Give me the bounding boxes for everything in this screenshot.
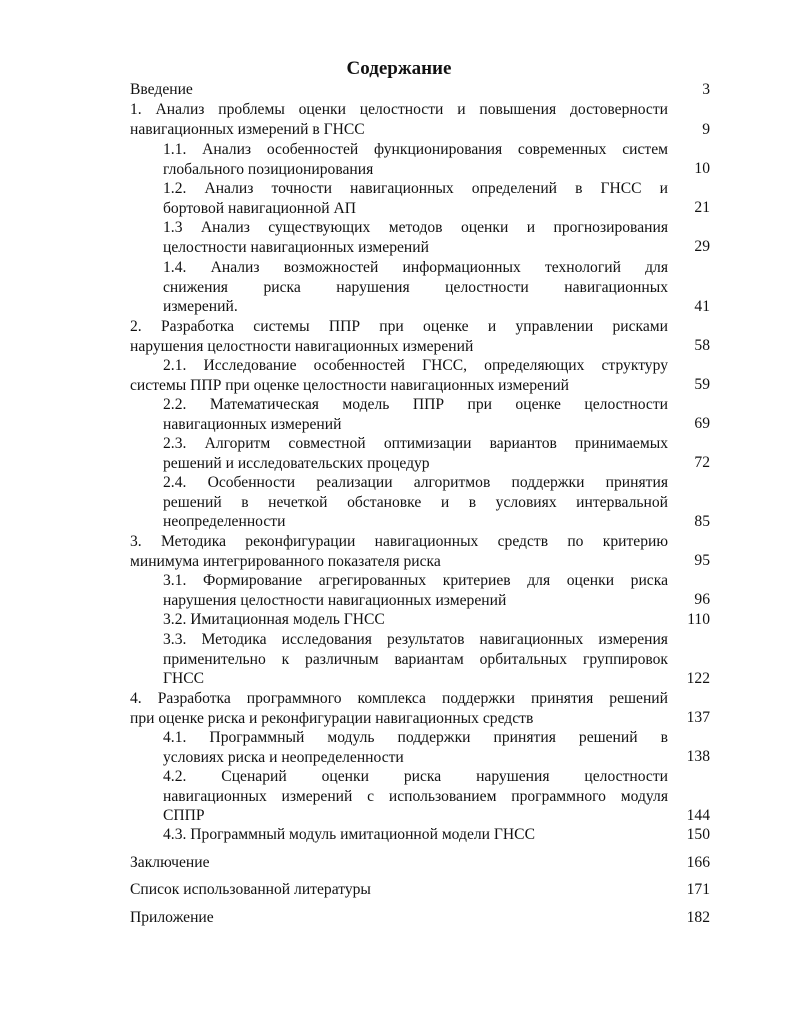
toc-page-number: 9 xyxy=(702,121,710,138)
toc-entry-appendix xyxy=(130,908,650,928)
toc-page-number: 59 xyxy=(694,376,710,393)
toc-page-number: 150 xyxy=(686,826,710,843)
toc-entry-section-1-4 xyxy=(163,258,668,317)
toc-entry-text: 2. Разработка системы ППР при оценке и управлении рисками xyxy=(130,318,668,335)
toc-entry-references xyxy=(130,880,650,900)
toc-page-number: 96 xyxy=(694,591,710,608)
toc-entry-text: нарушения целостности навигационных измерений xyxy=(163,591,507,609)
toc-entry-section-3-2 xyxy=(163,610,668,630)
toc-entry-section-1-3 xyxy=(163,218,668,257)
toc-entry-text: навигационных измерений в ГНСС xyxy=(130,120,365,138)
toc-entry-text: 3.1. Формирование агрегированных критериев для оценки риска xyxy=(163,572,668,589)
toc-entry-section-4-3 xyxy=(163,825,668,845)
toc-entry-text: измерений. xyxy=(163,298,238,316)
toc-entry-section-1-2 xyxy=(163,179,668,218)
toc-entry-text: 4.2. Сценарий оценки риска нарушения целостности xyxy=(163,768,668,785)
toc-entry-text: 2.3. Алгоритм совместной оптимизации вариантов принимаемых xyxy=(163,435,668,452)
toc-entry-section-2-1 xyxy=(130,356,668,395)
toc-entry-section-4-1 xyxy=(163,728,668,767)
toc-entry-section-1-1 xyxy=(163,140,668,179)
toc-entry-text: Заключение xyxy=(130,854,210,871)
toc-entry-text: 1.2. Анализ точности навигационных определений в ГНСС и xyxy=(163,180,668,197)
toc-entry-section-2-2 xyxy=(163,395,668,434)
toc-entry-text: 3.3. Методика исследования результатов навигационных измерения xyxy=(163,631,668,648)
toc-page-number: 110 xyxy=(687,611,710,628)
toc-entry-text: при оценке риска и реконфигурации навигационных средств xyxy=(130,709,534,727)
toc-entry-text: 1.4. Анализ возможностей информационных технологий для xyxy=(163,259,668,276)
toc-page-number: 58 xyxy=(694,337,710,354)
toc-entry-text: решений и исследовательских процедур xyxy=(163,454,430,472)
toc-entry-text: 2.1. Исследование особенностей ГНСС, определяющих структуру xyxy=(163,357,668,374)
toc-page-number: 138 xyxy=(686,748,710,765)
toc-page-number: 137 xyxy=(686,709,710,726)
toc-entry-text: глобального позиционирования xyxy=(163,160,374,178)
toc-entry-text: 3.2. Имитационная модель ГНСС xyxy=(163,611,385,628)
page-title: Содержание xyxy=(346,58,452,79)
toc-page-number: 95 xyxy=(694,552,710,569)
toc-entry-text: 1.1. Анализ особенностей функционирования современных систем xyxy=(163,141,668,158)
toc-entry-text: нарушения целостности навигационных измерений xyxy=(130,337,474,355)
toc-entry-text: навигационных измерений с использованием программного модуля xyxy=(163,787,668,805)
toc-entry-section-2-4 xyxy=(163,473,668,532)
toc-entry-section-3-3 xyxy=(163,630,668,689)
toc-entry-text: 1.3 Анализ существующих методов оценки и прогнозирования xyxy=(163,219,668,236)
toc-entry-text: ГНСС xyxy=(163,670,205,688)
toc-page-number: 85 xyxy=(694,513,710,530)
toc-page-number: 171 xyxy=(686,881,710,898)
toc-page-number: 166 xyxy=(686,854,710,871)
toc-entry-text: навигационных измерений xyxy=(163,415,342,433)
toc-page-number: 10 xyxy=(694,160,710,177)
toc-page-number: 29 xyxy=(694,238,710,255)
toc-entry-text: 4. Разработка программного комплекса поддержки принятия решений xyxy=(130,690,668,707)
toc-page-number: 69 xyxy=(694,415,710,432)
toc-entry-chapter-4 xyxy=(130,689,668,728)
toc-entry-text: СППР xyxy=(163,807,205,825)
toc-entry-text: применительно к различным вариантам орбитальных группировок xyxy=(163,650,668,668)
toc-entry-chapter-3 xyxy=(130,532,668,571)
toc-page-number: 41 xyxy=(694,298,710,315)
toc-entry-text: 4.3. Программный модуль имитационной модели ГНСС xyxy=(163,826,535,843)
toc-page-number: 182 xyxy=(686,909,710,926)
toc-entry-section-4-2 xyxy=(163,767,668,826)
toc-entry-text: снижения риска нарушения целостности навигационных xyxy=(163,278,668,296)
toc-entry-text: решений в нечеткой обстановке и в условиях интервальной xyxy=(163,493,668,511)
toc-entry-text: системы ППР при оценке целостности навигационных измерений xyxy=(130,376,570,394)
toc-entry-text: Список использованной литературы xyxy=(130,881,371,898)
toc-page-number: 122 xyxy=(686,670,710,687)
toc-entry-text: 2.4. Особенности реализации алгоритмов поддержки принятия xyxy=(163,474,668,491)
toc-page-number: 144 xyxy=(686,807,710,824)
toc-entry-text: условиях риска и неопределенности xyxy=(163,748,404,766)
toc-entry-text: минимума интегрированного показателя риска xyxy=(130,552,441,570)
toc-page-number: 3 xyxy=(702,81,710,98)
toc-entry-section-3-1 xyxy=(163,571,668,610)
toc-page-number: 21 xyxy=(694,199,710,216)
toc-entry-chapter-1 xyxy=(130,100,668,139)
toc-entry-text: 2.2. Математическая модель ППР при оценке целостности xyxy=(163,396,668,413)
toc-entry-chapter-2 xyxy=(130,317,668,356)
toc-entry-text: Приложение xyxy=(130,909,214,926)
toc-entry-conclusion xyxy=(130,853,650,873)
toc-entry-text: 4.1. Программный модуль поддержки принятия решений в xyxy=(163,729,668,746)
toc-page-number: 72 xyxy=(694,454,710,471)
toc-entry-text: неопределенности xyxy=(163,513,286,531)
toc-entry-text: 1. Анализ проблемы оценки целостности и повышения достоверности xyxy=(130,101,668,118)
toc-entry-text: 3. Методика реконфигурации навигационных средств по критерию xyxy=(130,533,668,550)
toc-entry-intro xyxy=(130,80,650,100)
toc-entry-section-2-3 xyxy=(163,434,668,473)
toc-entry-text: Введение xyxy=(130,81,193,98)
toc-entry-text: целостности навигационных измерений xyxy=(163,238,429,256)
toc-entry-text: бортовой навигационной АП xyxy=(163,199,357,217)
